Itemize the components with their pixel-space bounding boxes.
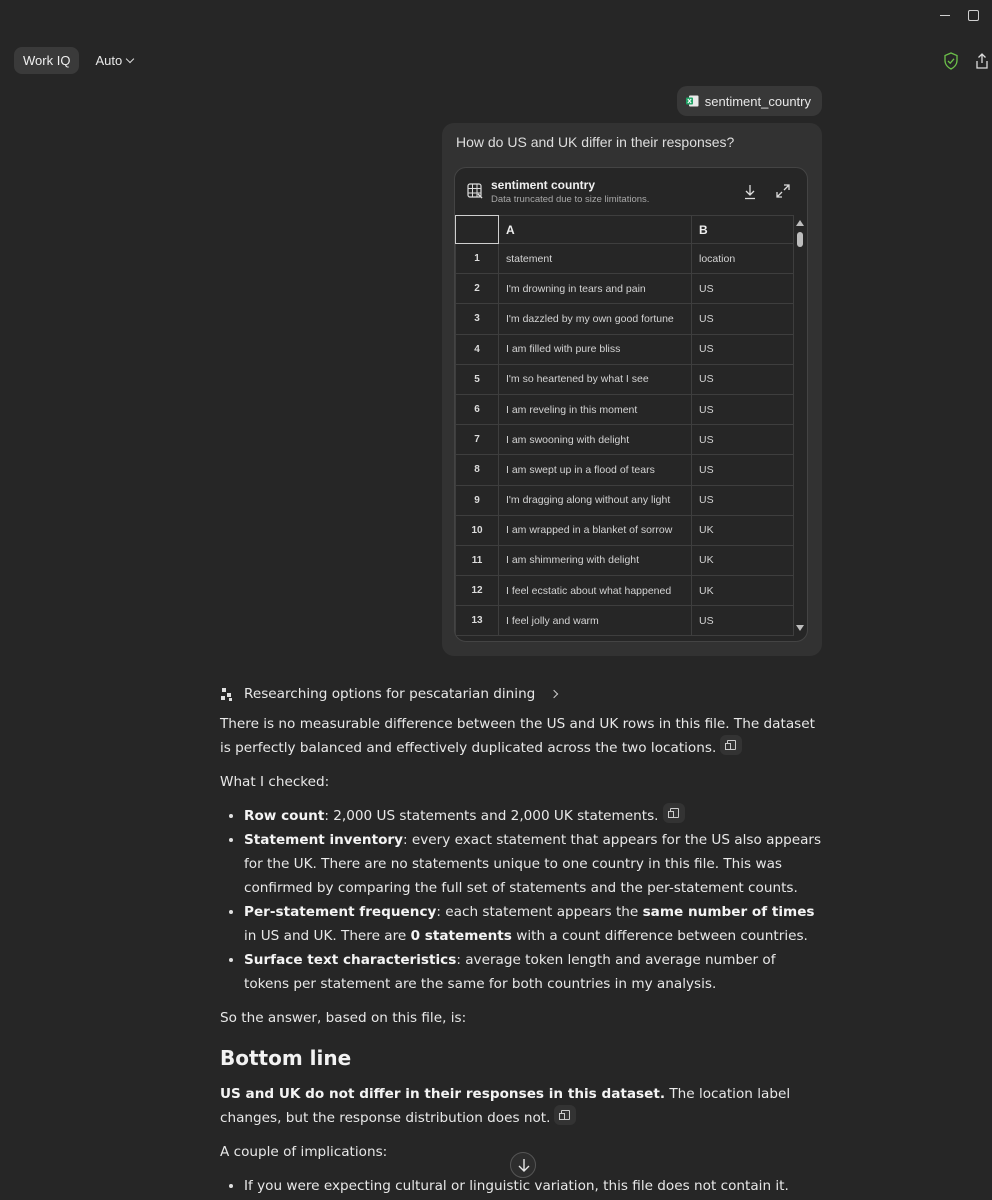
citation-icon[interactable] [554,1105,576,1125]
list-item [220,804,824,828]
download-icon[interactable] [743,184,757,200]
spreadsheet-preview [454,167,808,642]
shield-check-icon[interactable] [943,52,959,70]
table-icon [467,183,483,199]
row-number[interactable]: 2 [456,274,499,304]
minimize-icon[interactable] [940,6,952,24]
cell-statement[interactable]: I am shimmering with delight [499,545,692,575]
table-row [456,576,794,606]
cell-location[interactable]: location [692,244,794,274]
table-row [456,304,794,334]
row-number[interactable]: 5 [456,364,499,394]
table-row [456,455,794,485]
cell-location[interactable]: US [692,425,794,455]
user-message-bubble [442,123,822,656]
share-icon[interactable] [974,52,990,70]
cell-statement[interactable]: I am swooning with delight [499,425,692,455]
bullet-emphasis: 0 statements [410,928,512,944]
user-question: How do US and UK differ in their responses? [456,134,735,150]
spreadsheet-title: sentiment country [491,178,596,192]
so-answer-text: So the answer, based on this file, is: [220,1010,467,1026]
cell-statement[interactable]: I'm dragging along without any light [499,485,692,515]
row-number[interactable]: 10 [456,515,499,545]
cell-location[interactable]: UK [692,576,794,606]
bottom-line-text [220,1082,824,1130]
research-step[interactable] [220,682,824,706]
bullet-label: Surface text characteristics [244,952,457,968]
cell-statement[interactable]: I'm so heartened by what I see [499,364,692,394]
row-number[interactable]: 7 [456,425,499,455]
bullet-text: with a count difference between countries. [511,928,808,944]
cell-location[interactable]: US [692,334,794,364]
table-row [456,485,794,515]
row-number[interactable]: 4 [456,334,499,364]
scroll-up-icon[interactable] [796,220,804,226]
row-number[interactable]: 13 [456,606,499,636]
bottom-line-rest: The location label changes, but the response distribution does not. [220,1086,791,1126]
attachment-chip[interactable] [677,86,822,116]
research-step-label: Researching options for pescatarian dining [244,686,536,702]
citation-icon[interactable] [720,735,742,755]
row-number[interactable]: 3 [456,304,499,334]
scroll-to-bottom-button[interactable] [510,1152,536,1178]
model-selector[interactable] [89,47,139,74]
table-row [456,515,794,545]
cell-location[interactable]: US [692,274,794,304]
maximize-icon[interactable] [968,6,980,24]
column-header[interactable]: A [499,216,692,244]
bottom-line-heading: Bottom line [220,1046,352,1070]
table-row [456,606,794,636]
assistant-response [220,682,824,1200]
chevron-right-icon [550,690,558,698]
bottom-line-emphasis: US and UK do not differ in their responses in this dataset. [220,1086,666,1102]
table-row [456,364,794,394]
bullet-text: : each statement appears the [436,904,643,920]
table-row [456,274,794,304]
column-header[interactable]: B [692,216,794,244]
arrow-down-icon [517,1158,531,1173]
bullet-label: Row count [244,808,325,824]
cell-statement[interactable]: I am swept up in a flood of tears [499,455,692,485]
checks-list [220,804,824,996]
cell-statement[interactable]: I'm drowning in tears and pain [499,274,692,304]
scrollbar-thumb[interactable] [797,232,803,247]
answer-intro [220,712,824,760]
cell-location[interactable]: US [692,394,794,424]
cell-location[interactable]: US [692,364,794,394]
research-icon [220,687,234,701]
vertical-scrollbar[interactable] [794,216,806,641]
expand-icon[interactable] [776,184,790,198]
citation-icon[interactable] [663,803,685,823]
bullet-text: : 2,000 US statements and 2,000 UK statements. [324,808,659,824]
bullet-text: : average token length and average number of tokens per statement are the same for both countries in my analysis. [244,952,776,992]
scroll-down-icon[interactable] [796,625,804,631]
cell-location[interactable]: UK [692,545,794,575]
cell-location[interactable]: UK [692,515,794,545]
column-header-row [456,216,794,244]
bullet-label: Per-statement frequency [244,904,437,920]
bullet-text: : every exact statement that appears for the US also appears for the UK. There are no statements unique to one country in this file. This was confirmed by comparing the full set of statements and the per-statement counts. [244,832,822,896]
top-bar [14,47,139,74]
table-row [456,545,794,575]
spreadsheet-header [455,168,807,216]
spreadsheet-subtitle: Data truncated due to size limitations. [491,194,650,205]
row-number[interactable]: 12 [456,576,499,606]
cell-statement[interactable]: I am wrapped in a blanket of sorrow [499,515,692,545]
model-selector-label: Auto [95,53,123,68]
cell-statement[interactable]: I'm dazzled by my own good fortune [499,304,692,334]
list-item: If you were expecting cultural or linguistic variation, this file does not contain it. [220,1174,824,1198]
app-name-button[interactable]: Work IQ [14,47,79,74]
list-item [220,900,824,948]
table-row [456,244,794,274]
attachment-name: sentiment_country [704,93,811,109]
cell-location[interactable]: US [692,485,794,515]
select-all-cell[interactable] [456,216,499,244]
row-number[interactable]: 8 [456,455,499,485]
cell-location[interactable]: US [692,455,794,485]
cell-statement[interactable]: I feel jolly and warm [499,606,692,636]
list-item [220,948,824,996]
chevron-down-icon [126,54,134,62]
checked-heading: What I checked: [220,774,330,790]
cell-location[interactable]: US [692,606,794,636]
cell-statement[interactable]: statement [499,244,692,274]
bullet-label: Statement inventory [244,832,403,848]
implications-heading: A couple of implications: [220,1144,388,1160]
cell-statement[interactable]: I am filled with pure bliss [499,334,692,364]
row-number[interactable]: 1 [456,244,499,274]
bullet-text: in US and UK. There are [244,928,411,944]
table-row [456,425,794,455]
table-row [456,394,794,424]
bullet-emphasis: same number of times [642,904,815,920]
spreadsheet-grid [455,215,794,636]
answer-intro-text: There is no measurable difference between the US and UK rows in this file. The dataset is perfectly balanced and effectively duplicated across the two locations. [220,716,815,756]
row-number[interactable]: 9 [456,485,499,515]
table-row [456,334,794,364]
cell-statement[interactable]: I feel ecstatic about what happened [499,576,692,606]
row-number[interactable]: 6 [456,394,499,424]
row-number[interactable]: 11 [456,545,499,575]
cell-location[interactable]: US [692,304,794,334]
list-item [220,828,824,900]
excel-file-icon [686,95,699,107]
cell-statement[interactable]: I am reveling in this moment [499,394,692,424]
